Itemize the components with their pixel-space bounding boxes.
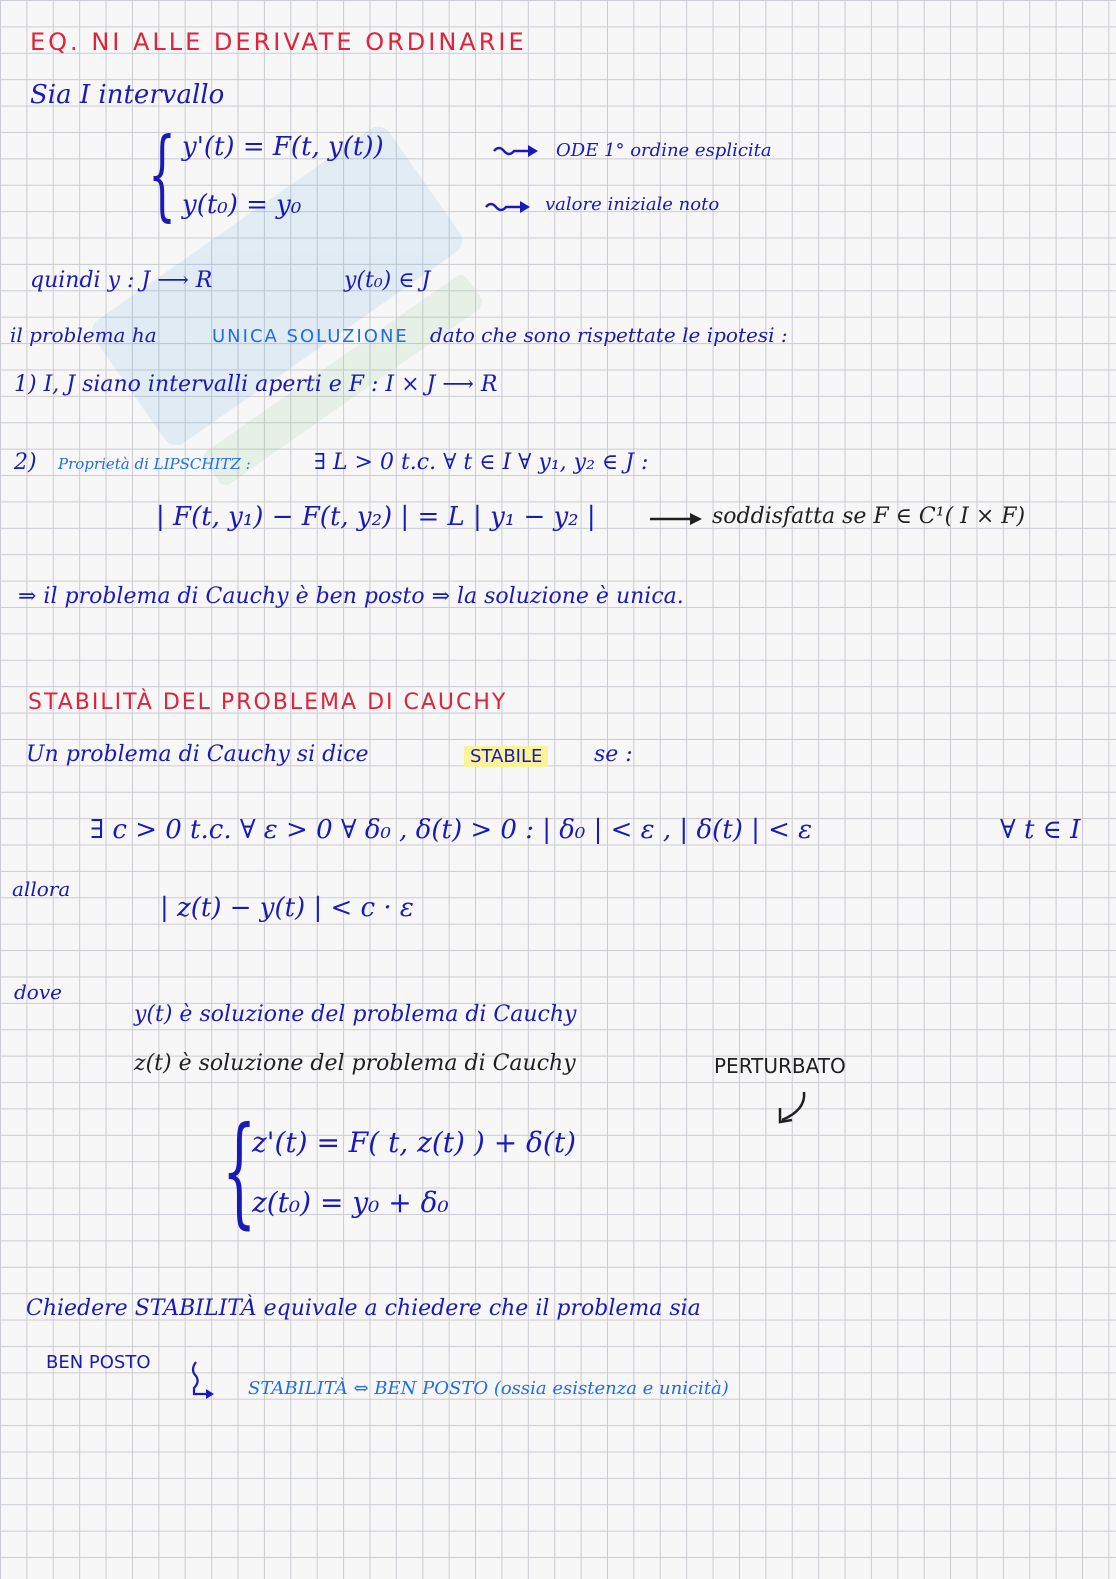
system1-eq1: y'(t) = F(t, y(t)) — [182, 132, 384, 162]
squiggle-arrow-icon — [484, 198, 534, 214]
dove-line-2: z(t) è soluzione del problema di Cauchy — [134, 1051, 576, 1076]
system1-eq2: y(t₀) = y₀ — [182, 190, 302, 220]
system2-eq1: z'(t) = F( t, z(t) ) + δ(t) — [252, 1126, 577, 1159]
dove-label: dove — [14, 980, 62, 1004]
ben-posto-label: BEN POSTO — [46, 1352, 151, 1373]
squiggle-arrow-icon — [492, 142, 542, 158]
allora-label: allora — [12, 877, 71, 901]
unique-key: UNICA SOLUZIONE — [212, 326, 409, 347]
system2-eq2: z(t₀) = y₀ + δ₀ — [252, 1186, 449, 1219]
dove-line-1: y(t) è soluzione del problema di Cauchy — [134, 1002, 577, 1027]
section-title-stability: STABILITÀ DEL PROBLEMA DI CAUCHY — [28, 690, 508, 715]
hypothesis-2-number: 2) — [14, 450, 37, 475]
hypothesis-2-condition: ∃ L > 0 t.c. ∀ t ∈ I ∀ y₁, y₂ ∈ J : — [314, 450, 649, 475]
system1-eq2-note: valore iniziale noto — [545, 194, 720, 215]
chiedere-line: Chiedere STABILITÀ equivale a chiedere che il problema sia — [26, 1296, 701, 1321]
stable-intro: Un problema di Cauchy si dice — [26, 742, 369, 767]
hook-arrow-icon — [190, 1360, 220, 1400]
system1-eq1-note: ODE 1° ordine esplicita — [556, 140, 772, 161]
stability-forall: ∀ t ∈ I — [1000, 815, 1081, 845]
hypothesis-1: 1) I, J siano intervalli aperti e F : I × J ⟶ R — [14, 372, 498, 397]
final-equivalence: STABILITÀ ⇔ BEN POSTO (ossia esistenza e unicità) — [248, 1378, 729, 1399]
page-title: EQ. NI ALLE DERIVATE ORDINARIE — [30, 28, 527, 56]
allora-inequality: | z(t) − y(t) | < c · ε — [160, 893, 414, 923]
conclusion-line: ⇒ il problema di Cauchy è ben posto ⇒ la soluzione è unica. — [18, 584, 684, 609]
sia-line: Sia I intervallo — [30, 80, 225, 110]
unique-rest: dato che sono rispettate le ipotesi : — [430, 323, 788, 347]
system1-brace: { — [148, 118, 177, 232]
quindi-extra: y(t₀) ∈ J — [344, 268, 431, 293]
quindi-line: quindi y : J ⟶ R — [30, 268, 213, 293]
system2-brace: { — [222, 1102, 257, 1241]
lipschitz-equation: | F(t, y₁) − F(t, y₂) | = L | y₁ − y₂ | — [156, 502, 596, 532]
arrow-right-icon — [648, 512, 704, 526]
stability-condition: ∃ c > 0 t.c. ∀ ε > 0 ∀ δ₀ , δ(t) > 0 : | δ₀ | < ε , | δ(t) | < ε — [90, 815, 813, 845]
curved-arrow-icon — [776, 1090, 810, 1126]
perturbato-keyword: PERTURBATO — [714, 1054, 846, 1078]
unique-intro: il problema ha — [10, 323, 157, 347]
lipschitz-note: soddisfatta se F ∈ C¹( I × F) — [712, 504, 1026, 529]
stable-keyword: STABILE — [464, 746, 548, 767]
hypothesis-2-name: Proprietà di LIPSCHITZ : — [58, 455, 251, 473]
stable-end: se : — [594, 742, 633, 767]
